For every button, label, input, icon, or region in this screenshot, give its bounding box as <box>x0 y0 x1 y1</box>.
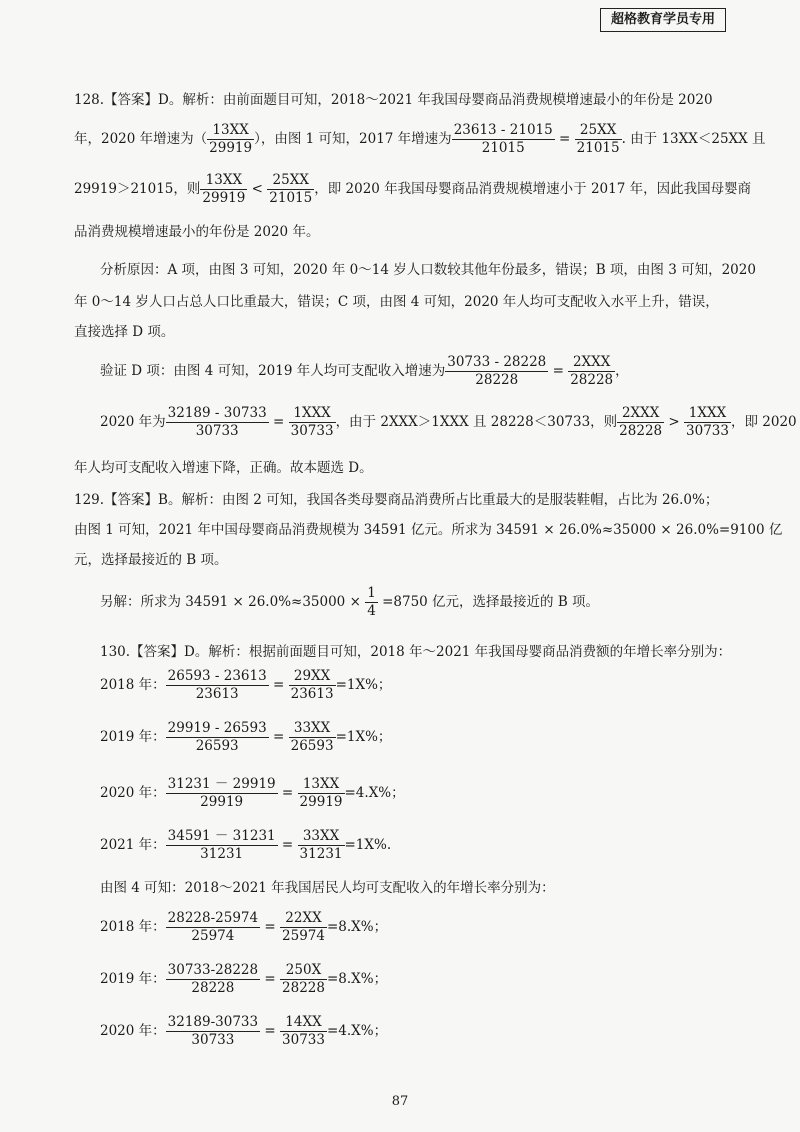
numerator: 1 <box>367 585 376 601</box>
numerator: 2XXX <box>617 405 664 423</box>
numerator: 30733-28228 <box>167 962 259 978</box>
page-number: 87 <box>391 1094 409 1109</box>
text: ，由于 2XXX＞1XXX 且 28228＜30733，则 <box>335 413 618 430</box>
fraction <box>200 172 247 207</box>
numerator: 13XX <box>207 122 254 140</box>
denominator: 29919 <box>200 793 244 810</box>
denominator: 29919 <box>202 189 246 206</box>
numerator: 29XX <box>289 668 336 686</box>
text: 年，2020 年增速为（ <box>74 130 208 147</box>
formula-row: 2020 年： $\frac{32189-30733}{30733}$ = $\frac{14XX}{30733}$ =4.X%； <box>100 1014 388 1048</box>
denominator: 30733 <box>290 422 334 439</box>
fraction <box>289 668 336 703</box>
denominator: 29919 <box>299 793 343 810</box>
fraction <box>445 354 548 389</box>
fraction <box>575 122 622 157</box>
fraction <box>617 405 664 440</box>
numerator: 25XX <box>267 172 314 190</box>
q128-line9: 2020 年为 $\frac{32189 - 30733}{30733}$ = $\frac{\text{1XXX}}{30733}$ ，由于 2XXX＞1XXX 且 28228＜30733，则 $\frac{\text{2XXX}}{28228}$ > $\frac{\text{1XXX}}{30733}$ ，即 2020 <box>100 405 797 439</box>
numerator: 33XX <box>298 828 345 846</box>
fraction <box>289 720 336 755</box>
denominator: 23613 <box>195 685 239 702</box>
result: =8.X%； <box>326 918 388 935</box>
q128-line7: 直接选择 D 项。 <box>74 324 175 340</box>
text: =8750 亿元，选择最接近的 B 项。 <box>382 593 600 610</box>
numerator: 14XX <box>280 1014 327 1032</box>
q128-line3: 29919＞21015，则 $\frac{13XX}{29919}$ < $\frac{25XX}{21015}$ ，即 2020 年我国母婴商品消费规模增速小于 2017 年，因此我国母婴商 <box>74 172 752 206</box>
numerator: 32189-30733 <box>167 1014 259 1030</box>
numerator: 26593 - 23613 <box>167 668 267 684</box>
result: =4.X%； <box>344 784 405 801</box>
denominator: 25974 <box>282 927 325 944</box>
numerator: 23613 - 21015 <box>453 122 553 138</box>
result: =1X%. <box>344 836 392 853</box>
denominator: 30733 <box>686 422 729 439</box>
denominator: 21015 <box>269 189 313 206</box>
numerator: 1XXX <box>289 405 336 423</box>
formula-row: 2019 年： $\frac{30733-28228}{28228}$ = $\frac{250X}{28228}$ =8.X%； <box>100 962 388 996</box>
numerator: 31231 － 29919 <box>167 776 276 792</box>
formula-row: 2018 年： $\frac{26593 - 23613}{23613}$ = $\frac{29XX}{23613}$ =1X%； <box>100 668 392 702</box>
numerator: 13XX <box>200 172 247 190</box>
q129-line2: 由图 1 可知，2021 年中国母婴商品消费规模为 34591 亿元。所求为 34591 × 26.0%≈35000 × 26.0%=9100 亿 <box>74 522 783 538</box>
year-label: 2018 年： <box>100 676 166 693</box>
fraction <box>166 1014 260 1049</box>
denominator: 28228 <box>282 979 325 996</box>
fraction <box>280 910 327 945</box>
fraction <box>298 776 345 811</box>
numerator: 28228-25974 <box>167 910 259 926</box>
fraction <box>166 405 269 440</box>
text: ，即 2020 <box>730 413 797 430</box>
numerator: 13XX <box>298 776 345 794</box>
result: =8.X%； <box>326 970 388 987</box>
numerator: 22XX <box>280 910 327 928</box>
q128-line5: 分析原因：A 项，由图 3 可知，2020 年 0～14 岁人口数较其他年份最多，错误；B 项，由图 3 可知，2020 <box>100 262 756 278</box>
q128-line4: 品消费规模增速最小的年份是 2020 年。 <box>74 224 320 240</box>
fraction <box>452 122 555 157</box>
denominator: 28228 <box>475 371 519 388</box>
fraction <box>166 668 269 703</box>
text: ，即 2020 年我国母婴商品消费规模增速小于 2017 年，因此我国母婴商 <box>314 180 752 197</box>
q129-line4 <box>100 585 599 620</box>
q128-line10: 年人均可支配收入增速下降，正确。故本题选 D。 <box>74 460 373 476</box>
fraction <box>684 405 731 440</box>
q129-line3: 元，选择最接近的 B 项。 <box>74 552 228 568</box>
q128-line6: 年 0～14 岁人口占总人口比重最大，错误；C 项，由图 4 可知，2020 年人均可支配收入水平上升，错误， <box>74 294 719 310</box>
fraction <box>365 585 378 620</box>
fraction <box>166 720 269 755</box>
fraction <box>207 122 254 157</box>
fraction <box>568 354 615 389</box>
fraction <box>280 962 327 997</box>
q129-line1: 129.【答案】B。解析：由图 2 可知，我国各类母婴商品消费所占比重最大的是服装鞋帽，占比为 26.0%； <box>74 492 719 508</box>
fraction <box>280 1014 327 1049</box>
text: 29919＞21015，则 <box>74 180 201 197</box>
text: 验证 D 项：由图 4 可知，2019 年人均可支配收入增速为 <box>100 362 446 379</box>
formula-row: 2021 年： $\frac{34591 - 31231}{31231}$ = $\frac{33XX}{31231}$ =1X%. <box>100 828 392 862</box>
denominator: 21015 <box>481 139 525 156</box>
q130-mid: 由图 4 可知：2018～2021 年我国居民人均可支配收入的年增长率分别为： <box>100 880 555 896</box>
denominator: 30733 <box>195 422 239 439</box>
text: 另解：所求为 34591 × 26.0%≈35000 × <box>100 593 361 610</box>
denominator: 31231 <box>299 845 343 862</box>
denominator: 26593 <box>195 737 239 754</box>
denominator: 28228 <box>619 422 663 439</box>
text: . 由于 13XX＜25XX 且 <box>621 130 766 147</box>
fraction <box>267 172 314 207</box>
formula-row: 2020 年： $\frac{31231 - 29919}{29919}$ = $\frac{13XX}{29919}$ =4.X%； <box>100 776 405 810</box>
denominator: 30733 <box>282 1031 325 1048</box>
result: =1X%； <box>335 728 392 745</box>
q128-line2: 年，2020 年增速为（ $\frac{13XX}{29919}$ ），由图 1 可知，2017 年增速为 $\frac{23613 - 21015}{21015}$ = $\frac{25XX}{21015}$ . 由于 13XX＜25XX 且 <box>74 122 766 156</box>
text: ），由图 1 可知，2017 年增速为 <box>254 130 452 147</box>
fraction <box>166 962 260 997</box>
formula-row: 2018 年： $\frac{28228-25974}{25974}$ = $\frac{22XX}{25974}$ =8.X%； <box>100 910 388 944</box>
numerator: 250X <box>280 962 327 980</box>
fraction <box>298 828 345 863</box>
formula-row: 2019 年： $\frac{29919 - 26593}{26593}$ = $\frac{33XX}{26593}$ =1X%； <box>100 720 392 754</box>
q130-line1: 130.【答案】D。解析：根据前面题目可知，2018 年～2021 年我国母婴商品消费额的年增长率分别为： <box>100 644 732 660</box>
year-label: 2019 年： <box>100 728 166 745</box>
q128-line1: 128.【答案】D。解析：由前面题目可知，2018～2021 年我国母婴商品消费规模增速最小的年份是 2020 <box>74 92 713 108</box>
year-label: 2019 年： <box>100 970 166 987</box>
fraction <box>166 776 278 811</box>
text: 2020 年为 <box>100 413 166 430</box>
result: =4.X%； <box>326 1022 388 1039</box>
numerator: 32189 - 30733 <box>167 405 267 421</box>
numerator: 33XX <box>289 720 336 738</box>
header-stamp: 超格教育学员专用 <box>600 8 726 32</box>
numerator: 29919 - 26593 <box>167 720 267 736</box>
denominator: 26593 <box>290 737 334 754</box>
denominator: 4 <box>367 602 376 619</box>
denominator: 29919 <box>209 139 253 156</box>
denominator: 23613 <box>290 685 334 702</box>
year-label: 2018 年： <box>100 918 166 935</box>
result: =1X%； <box>335 676 392 693</box>
numerator: 30733 - 28228 <box>447 354 547 370</box>
year-label: 2020 年： <box>100 784 166 801</box>
numerator: 1XXX <box>684 405 731 423</box>
numerator: 34591 － 31231 <box>167 828 276 844</box>
fraction <box>289 405 336 440</box>
denominator: 31231 <box>200 845 244 862</box>
numerator: 25XX <box>575 122 622 140</box>
denominator: 25974 <box>191 927 235 944</box>
fraction <box>166 828 278 863</box>
fraction <box>166 910 260 945</box>
denominator: 30733 <box>191 1031 235 1048</box>
denominator: 28228 <box>570 371 614 388</box>
denominator: 28228 <box>191 979 235 996</box>
year-label: 2021 年： <box>100 836 166 853</box>
numerator: 2XXX <box>568 354 615 372</box>
q128-line8: 验证 D 项：由图 4 可知，2019 年人均可支配收入增速为 $\frac{30733 - 28228}{28228}$ = $\frac{\text{2XXX}}{28228}$ ， <box>100 354 629 388</box>
denominator: 21015 <box>576 139 620 156</box>
year-label: 2020 年： <box>100 1022 166 1039</box>
